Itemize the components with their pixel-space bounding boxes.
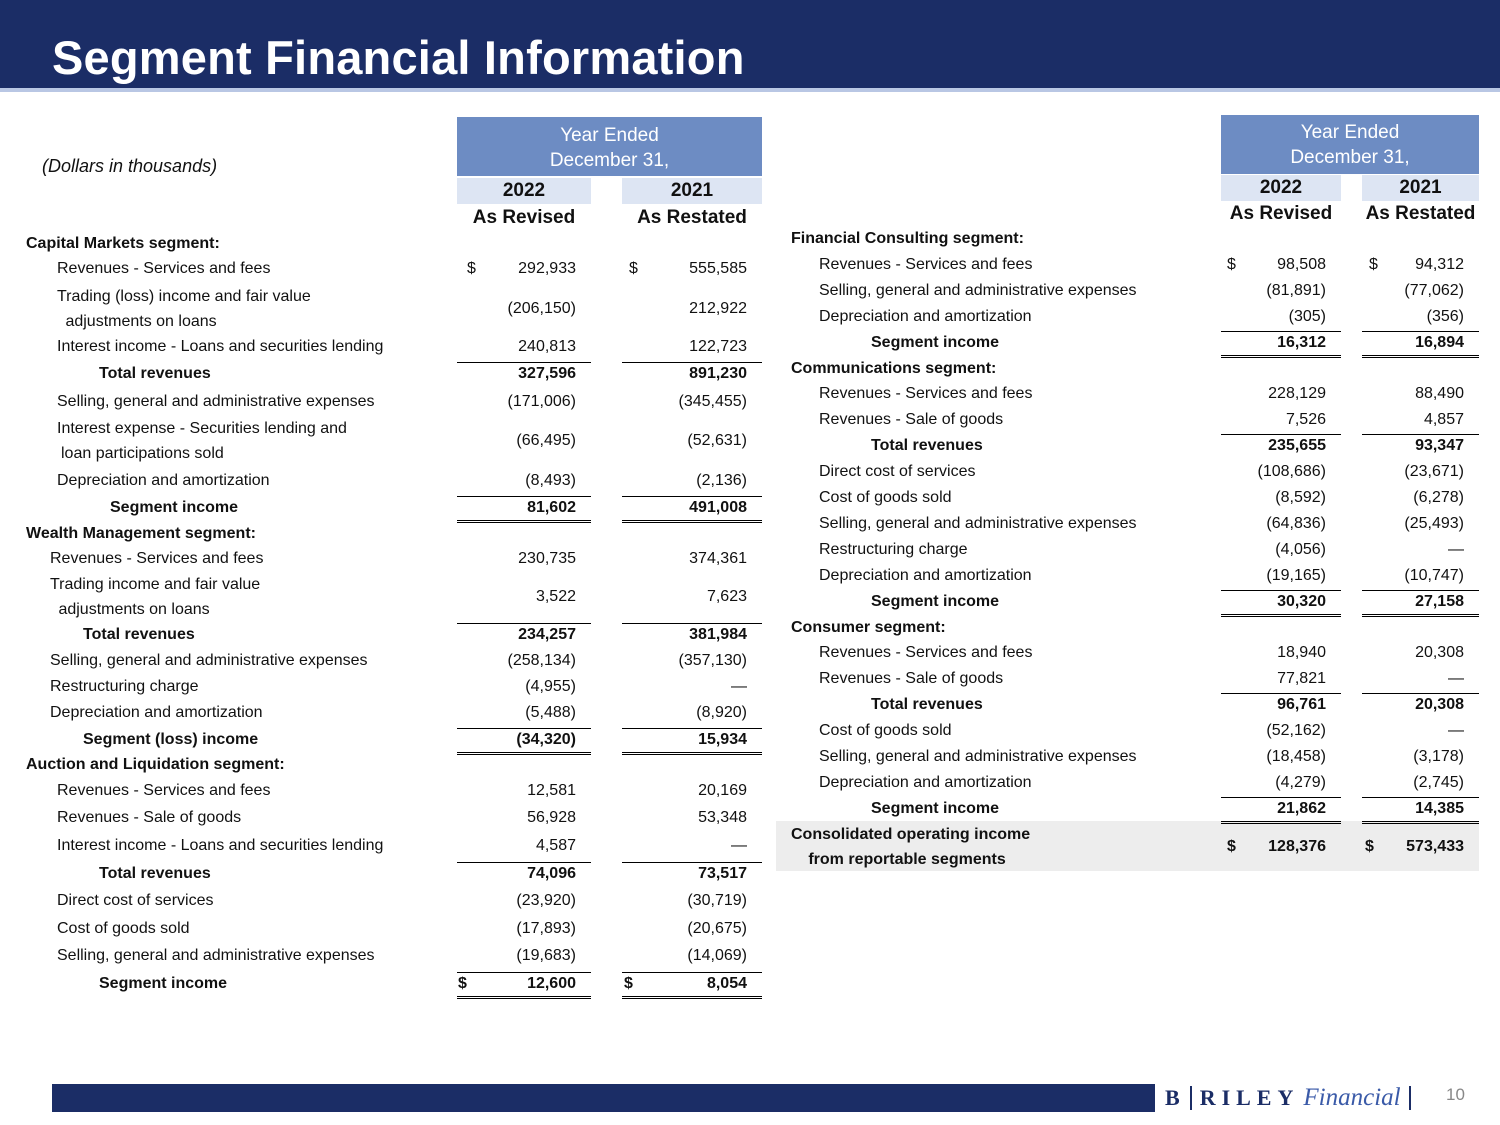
right-year-2022: 2022 bbox=[1221, 175, 1341, 201]
row-label-revenues-sale-of-goods: Revenues - Sale of goods bbox=[819, 411, 1004, 428]
value-2021-restructuring-charge: — bbox=[731, 678, 747, 695]
value-2021-selling-general-and-administrative-expenses: (14,069) bbox=[687, 947, 747, 964]
value-2021-total-revenues: 93,347 bbox=[1415, 437, 1464, 454]
row-label-segment-income: Segment income bbox=[871, 800, 1000, 817]
page-title: Segment Financial Information bbox=[52, 31, 745, 84]
currency-symbol: $ bbox=[467, 260, 476, 277]
total-rule-line bbox=[1221, 434, 1341, 435]
subtotal-rule-line bbox=[1221, 797, 1341, 798]
double-rule-line bbox=[1221, 354, 1341, 358]
right-sub-as-revised: As Revised bbox=[1229, 203, 1333, 224]
value-2022-total-revenues: 235,655 bbox=[1268, 437, 1326, 454]
row-label-cont-trading-loss-income-and-fair-value: adjustments on loans bbox=[61, 313, 217, 330]
row-label-selling-general-and-administrative-expenses: Selling, general and administrative expenses bbox=[57, 947, 375, 964]
value-2022-revenues-services-and-fees: 230,735 bbox=[518, 550, 576, 567]
row-label-total-revenues: Total revenues bbox=[99, 865, 211, 882]
row-label-consolidated-operating-income: Consolidated operating income bbox=[791, 826, 1031, 843]
value-2022-revenues-sale-of-goods: 56,928 bbox=[527, 809, 576, 826]
total-rule-line bbox=[457, 623, 591, 624]
value-2022-revenues-services-and-fees: 18,940 bbox=[1277, 644, 1326, 661]
subtotal-rule-line bbox=[622, 728, 762, 729]
value-2022-total-revenues: 74,096 bbox=[527, 865, 576, 882]
double-rule-line bbox=[1362, 820, 1479, 824]
left-period-header bbox=[457, 117, 762, 176]
row-label-communications-segment: Communications segment: bbox=[791, 360, 997, 377]
value-2022-revenues-services-and-fees: 12,581 bbox=[527, 782, 576, 799]
currency-symbol: $ bbox=[1227, 256, 1236, 273]
row-label-revenues-services-and-fees: Revenues - Services and fees bbox=[819, 644, 1033, 661]
value-2021-segment-income: 491,008 bbox=[689, 499, 747, 516]
total-rule-line bbox=[622, 362, 762, 363]
total-rule-line bbox=[1362, 434, 1479, 435]
row-label-segment-income: Segment income bbox=[871, 334, 1000, 351]
value-2022-total-revenues: 96,761 bbox=[1277, 696, 1326, 713]
value-2021-revenues-sale-of-goods: 53,348 bbox=[698, 809, 747, 826]
value-2022-cost-of-goods-sold: (52,162) bbox=[1266, 722, 1326, 739]
value-2021-depreciation-and-amortization: (2,745) bbox=[1413, 774, 1464, 791]
currency-symbol: $ bbox=[1227, 838, 1236, 855]
value-2021-revenues-services-and-fees: 20,169 bbox=[698, 782, 747, 799]
total-rule-line bbox=[1362, 693, 1479, 694]
value-2022-selling-general-and-administrative-expenses: (171,006) bbox=[507, 393, 576, 410]
row-label-total-revenues: Total revenues bbox=[871, 437, 983, 454]
row-label-revenues-services-and-fees: Revenues - Services and fees bbox=[819, 385, 1033, 402]
value-2021-depreciation-and-amortization: (356) bbox=[1426, 308, 1464, 325]
value-2022-trading-income-and-fair-value: 3,522 bbox=[535, 588, 576, 605]
row-label-revenues-services-and-fees: Revenues - Services and fees bbox=[819, 256, 1033, 273]
value-2021-selling-general-and-administrative-expenses: (77,062) bbox=[1404, 282, 1464, 299]
value-2022-segment-loss-income: (34,320) bbox=[516, 731, 576, 748]
value-2022-selling-general-and-administrative-expenses: (81,891) bbox=[1266, 282, 1326, 299]
value-2022-depreciation-and-amortization: (305) bbox=[1288, 308, 1326, 325]
value-2021-selling-general-and-administrative-expenses: (345,455) bbox=[678, 393, 747, 410]
value-2022-segment-income: 30,320 bbox=[1277, 593, 1326, 610]
value-2022-consolidated-operating-income: 128,376 bbox=[1268, 838, 1326, 855]
value-2022-interest-income-loans-and-securities-lending: 4,587 bbox=[535, 837, 576, 854]
currency-symbol: $ bbox=[629, 260, 638, 277]
logo-riley: RILEY bbox=[1199, 1085, 1300, 1110]
total-rule-line bbox=[1221, 693, 1341, 694]
right-period-line1: Year Ended bbox=[1300, 122, 1400, 143]
total-rule-line bbox=[457, 362, 591, 363]
row-label-cost-of-goods-sold: Cost of goods sold bbox=[819, 722, 952, 739]
value-2021-total-revenues: 381,984 bbox=[689, 626, 747, 643]
value-2022-segment-income: 16,312 bbox=[1277, 334, 1326, 351]
value-2022-selling-general-and-administrative-expenses: (19,683) bbox=[516, 947, 576, 964]
value-2021-interest-income-loans-and-securities-lending: — bbox=[731, 837, 747, 854]
double-rule-line bbox=[457, 751, 591, 755]
header-divider bbox=[0, 88, 1500, 92]
value-2021-revenues-sale-of-goods: — bbox=[1448, 670, 1464, 687]
left-year-2022: 2022 bbox=[457, 178, 591, 204]
row-label-total-revenues: Total revenues bbox=[99, 365, 211, 382]
subtotal-rule-line bbox=[1362, 797, 1479, 798]
value-2022-depreciation-and-amortization: (8,493) bbox=[525, 472, 576, 489]
value-2021-cost-of-goods-sold: (6,278) bbox=[1413, 489, 1464, 506]
row-label-cost-of-goods-sold: Cost of goods sold bbox=[57, 920, 190, 937]
value-2021-revenues-services-and-fees: 88,490 bbox=[1415, 385, 1464, 402]
value-2021-total-revenues: 73,517 bbox=[698, 865, 747, 882]
value-2021-segment-loss-income: 15,934 bbox=[698, 731, 747, 748]
currency-symbol: $ bbox=[624, 975, 633, 992]
subtotal-rule-line bbox=[457, 496, 591, 497]
subtotal-rule-line bbox=[457, 728, 591, 729]
value-2021-trading-loss-income-and-fair-value: 212,922 bbox=[689, 300, 747, 317]
company-logo bbox=[1165, 1084, 1419, 1112]
right-period-header bbox=[1221, 115, 1479, 174]
row-label-financial-consulting-segment: Financial Consulting segment: bbox=[791, 230, 1024, 247]
row-label-segment-loss-income: Segment (loss) income bbox=[83, 731, 259, 748]
value-2022-restructuring-charge: (4,955) bbox=[525, 678, 576, 695]
subtotal-rule-line bbox=[622, 496, 762, 497]
subtotal-rule-line bbox=[1221, 590, 1341, 591]
row-label-segment-income: Segment income bbox=[99, 975, 228, 992]
value-2021-revenues-services-and-fees: 374,361 bbox=[689, 550, 747, 567]
value-2021-selling-general-and-administrative-expenses: (3,178) bbox=[1413, 748, 1464, 765]
value-2021-trading-income-and-fair-value: 7,623 bbox=[706, 588, 747, 605]
row-label-direct-cost-of-services: Direct cost of services bbox=[819, 463, 976, 480]
right-period-line2: December 31, bbox=[1290, 147, 1410, 168]
value-2022-depreciation-and-amortization: (19,165) bbox=[1266, 567, 1326, 584]
row-label-selling-general-and-administrative-expenses: Selling, general and administrative expenses bbox=[819, 748, 1137, 765]
total-rule-line bbox=[622, 862, 762, 863]
page-number: 10 bbox=[1446, 1085, 1465, 1104]
logo-b: B bbox=[1165, 1085, 1182, 1110]
row-label-interest-income-loans-and-securities-lending: Interest income - Loans and securities lending bbox=[57, 837, 384, 854]
value-2021-depreciation-and-amortization: (8,920) bbox=[696, 704, 747, 721]
currency-symbol: $ bbox=[458, 975, 467, 992]
row-label-interest-expense-securities-lending-and: Interest expense - Securities lending and bbox=[57, 420, 347, 437]
logo-separator bbox=[1190, 1086, 1192, 1110]
row-label-selling-general-and-administrative-expenses: Selling, general and administrative expenses bbox=[57, 393, 375, 410]
subtotal-rule-line bbox=[622, 972, 762, 973]
row-label-depreciation-and-amortization: Depreciation and amortization bbox=[50, 704, 263, 721]
value-2021-total-revenues: 891,230 bbox=[689, 365, 747, 382]
value-2022-selling-general-and-administrative-expenses: (64,836) bbox=[1266, 515, 1326, 532]
row-label-direct-cost-of-services: Direct cost of services bbox=[57, 892, 214, 909]
value-2022-selling-general-and-administrative-expenses: (18,458) bbox=[1266, 748, 1326, 765]
value-2021-revenues-services-and-fees: 94,312 bbox=[1415, 256, 1464, 273]
value-2022-depreciation-and-amortization: (4,279) bbox=[1275, 774, 1326, 791]
row-label-depreciation-and-amortization: Depreciation and amortization bbox=[819, 774, 1032, 791]
footer-bar bbox=[52, 1084, 1155, 1112]
row-label-segment-income: Segment income bbox=[871, 593, 1000, 610]
currency-symbol: $ bbox=[1365, 838, 1374, 855]
value-2022-restructuring-charge: (4,056) bbox=[1275, 541, 1326, 558]
row-label-wealth-management-segment: Wealth Management segment: bbox=[26, 525, 256, 542]
double-rule-line bbox=[1362, 613, 1479, 617]
value-2022-revenues-services-and-fees: 228,129 bbox=[1268, 385, 1326, 402]
row-label-depreciation-and-amortization: Depreciation and amortization bbox=[819, 567, 1032, 584]
row-label-cont-interest-expense-securities-lending-and: loan participations sold bbox=[61, 445, 224, 462]
value-2021-segment-income: 8,054 bbox=[706, 975, 747, 992]
row-label-consumer-segment: Consumer segment: bbox=[791, 619, 946, 636]
double-rule-line bbox=[1221, 820, 1341, 824]
value-2022-segment-income: 81,602 bbox=[527, 499, 576, 516]
row-label-capital-markets-segment: Capital Markets segment: bbox=[26, 235, 220, 252]
units-note: (Dollars in thousands) bbox=[42, 156, 218, 176]
value-2021-consolidated-operating-income: 573,433 bbox=[1406, 838, 1464, 855]
value-2022-segment-income: 12,600 bbox=[527, 975, 576, 992]
double-rule-line bbox=[457, 519, 591, 523]
subtotal-rule-line bbox=[1362, 331, 1479, 332]
value-2022-cost-of-goods-sold: (17,893) bbox=[516, 920, 576, 937]
row-label-selling-general-and-administrative-expenses: Selling, general and administrative expenses bbox=[819, 282, 1137, 299]
double-rule-line bbox=[457, 995, 591, 999]
value-2021-cost-of-goods-sold: (20,675) bbox=[687, 920, 747, 937]
value-2021-segment-income: 27,158 bbox=[1415, 593, 1464, 610]
left-sub-as-revised: As Revised bbox=[472, 207, 576, 228]
double-rule-line bbox=[622, 519, 762, 523]
value-2021-total-revenues: 20,308 bbox=[1415, 696, 1464, 713]
row-label-interest-income-loans-and-securities-lending: Interest income - Loans and securities lending bbox=[57, 338, 384, 355]
value-2021-revenues-sale-of-goods: 4,857 bbox=[1423, 411, 1464, 428]
double-rule-line bbox=[622, 751, 762, 755]
value-2021-segment-income: 16,894 bbox=[1415, 334, 1464, 351]
logo-financial: Financial bbox=[1303, 1084, 1401, 1111]
row-label-auction-and-liquidation-segment: Auction and Liquidation segment: bbox=[26, 756, 285, 773]
value-2021-depreciation-and-amortization: (10,747) bbox=[1404, 567, 1464, 584]
left-period-line2: December 31, bbox=[549, 150, 670, 171]
row-label-total-revenues: Total revenues bbox=[83, 626, 195, 643]
row-label-trading-loss-income-and-fair-value: Trading (loss) income and fair value bbox=[57, 288, 311, 305]
subtotal-rule-line bbox=[1362, 590, 1479, 591]
value-2022-interest-income-loans-and-securities-lending: 240,813 bbox=[518, 338, 576, 355]
double-rule-line bbox=[622, 995, 762, 999]
value-2022-direct-cost-of-services: (108,686) bbox=[1257, 463, 1326, 480]
row-label-revenues-sale-of-goods: Revenues - Sale of goods bbox=[819, 670, 1004, 687]
left-period-line1: Year Ended bbox=[560, 125, 659, 146]
row-label-segment-income: Segment income bbox=[110, 499, 239, 516]
value-2022-interest-expense-securities-lending-and: (66,495) bbox=[516, 432, 576, 449]
value-2022-revenues-sale-of-goods: 77,821 bbox=[1277, 670, 1326, 687]
value-2021-cost-of-goods-sold: — bbox=[1448, 722, 1464, 739]
value-2022-cost-of-goods-sold: (8,592) bbox=[1275, 489, 1326, 506]
row-label-revenues-services-and-fees: Revenues - Services and fees bbox=[50, 550, 264, 567]
row-label-total-revenues: Total revenues bbox=[871, 696, 983, 713]
value-2021-interest-expense-securities-lending-and: (52,631) bbox=[687, 432, 747, 449]
logo-separator-end bbox=[1409, 1086, 1411, 1110]
value-2022-revenues-services-and-fees: 98,508 bbox=[1277, 256, 1326, 273]
value-2021-selling-general-and-administrative-expenses: (25,493) bbox=[1404, 515, 1464, 532]
value-2022-revenues-services-and-fees: 292,933 bbox=[518, 260, 576, 277]
value-2021-segment-income: 14,385 bbox=[1415, 800, 1464, 817]
row-label-restructuring-charge: Restructuring charge bbox=[819, 541, 968, 558]
value-2022-revenues-sale-of-goods: 7,526 bbox=[1285, 411, 1326, 428]
total-rule-line bbox=[457, 862, 591, 863]
row-label-trading-income-and-fair-value: Trading income and fair value bbox=[50, 576, 261, 593]
total-rule-line bbox=[622, 623, 762, 624]
row-label-revenues-sale-of-goods: Revenues - Sale of goods bbox=[57, 809, 242, 826]
value-2022-selling-general-and-administrative-expenses: (258,134) bbox=[507, 652, 576, 669]
value-2021-direct-cost-of-services: (30,719) bbox=[687, 892, 747, 909]
left-sub-as-restated: As Restated bbox=[637, 207, 747, 228]
right-sub-as-restated: As Restated bbox=[1365, 203, 1476, 224]
value-2022-total-revenues: 327,596 bbox=[518, 365, 576, 382]
double-rule-line bbox=[1362, 354, 1479, 358]
row-label-cont-trading-income-and-fair-value: adjustments on loans bbox=[54, 601, 210, 618]
value-2021-depreciation-and-amortization: (2,136) bbox=[696, 472, 747, 489]
currency-symbol: $ bbox=[1369, 256, 1378, 273]
value-2022-trading-loss-income-and-fair-value: (206,150) bbox=[507, 300, 576, 317]
value-2022-total-revenues: 234,257 bbox=[518, 626, 576, 643]
value-2021-selling-general-and-administrative-expenses: (357,130) bbox=[678, 652, 747, 669]
value-2021-restructuring-charge: — bbox=[1448, 541, 1464, 558]
value-2021-revenues-services-and-fees: 20,308 bbox=[1415, 644, 1464, 661]
left-year-2021: 2021 bbox=[622, 178, 762, 204]
subtotal-rule-line bbox=[1221, 331, 1341, 332]
value-2022-depreciation-and-amortization: (5,488) bbox=[525, 704, 576, 721]
value-2021-revenues-services-and-fees: 555,585 bbox=[689, 260, 747, 277]
value-2022-segment-income: 21,862 bbox=[1277, 800, 1326, 817]
right-year-2021: 2021 bbox=[1362, 175, 1479, 201]
row-label-depreciation-and-amortization: Depreciation and amortization bbox=[57, 472, 270, 489]
row-label-selling-general-and-administrative-expenses: Selling, general and administrative expenses bbox=[50, 652, 368, 669]
row-label-selling-general-and-administrative-expenses: Selling, general and administrative expenses bbox=[819, 515, 1137, 532]
value-2021-interest-income-loans-and-securities-lending: 122,723 bbox=[689, 338, 747, 355]
row-label-restructuring-charge: Restructuring charge bbox=[50, 678, 199, 695]
row-label-cost-of-goods-sold: Cost of goods sold bbox=[819, 489, 952, 506]
value-2022-direct-cost-of-services: (23,920) bbox=[516, 892, 576, 909]
row-label-depreciation-and-amortization: Depreciation and amortization bbox=[819, 308, 1032, 325]
row-label-revenues-services-and-fees: Revenues - Services and fees bbox=[57, 782, 271, 799]
double-rule-line bbox=[1221, 613, 1341, 617]
subtotal-rule-line bbox=[457, 972, 591, 973]
row-label-cont-consolidated-operating-income: from reportable segments bbox=[795, 851, 1006, 868]
value-2021-direct-cost-of-services: (23,671) bbox=[1404, 463, 1464, 480]
row-label-revenues-services-and-fees: Revenues - Services and fees bbox=[57, 260, 271, 277]
